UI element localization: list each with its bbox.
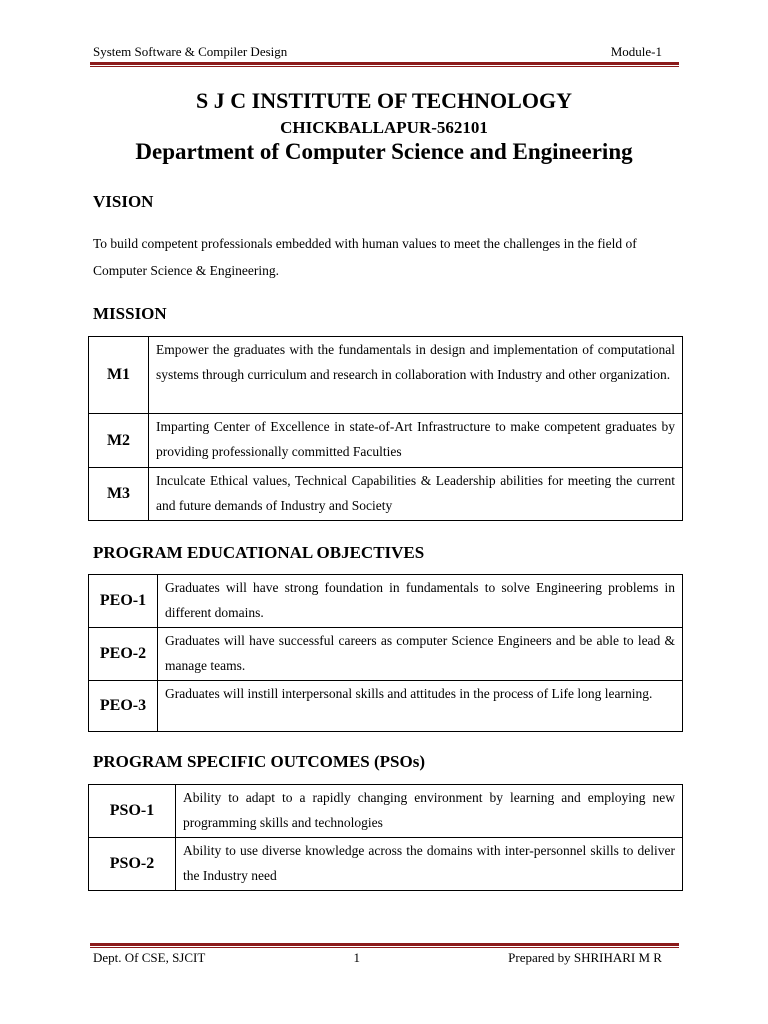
pso-key: PSO-1: [89, 785, 176, 838]
peo-heading: PROGRAM EDUCATIONAL OBJECTIVES: [93, 543, 425, 562]
page-footer: [93, 950, 662, 966]
header-module: Module-1: [610, 44, 662, 59]
pso-key: PSO-2: [89, 838, 176, 891]
header-rule: [90, 62, 679, 67]
peo-text: Graduates will instill interpersonal skills and attitudes in the process of Life long learning.: [158, 681, 683, 732]
mission-text: Imparting Center of Excellence in state-of-Art Infrastructure to make competent graduates by providing professionally committed Faculties: [149, 414, 683, 468]
mission-key: M1: [89, 337, 149, 414]
institute-name: S J C INSTITUTE OF TECHNOLOGY: [196, 88, 572, 113]
pso-text: Ability to adapt to a rapidly changing environment by learning and employing new programming skills and technologies: [176, 785, 683, 838]
peo-text: Graduates will have successful careers as computer Science Engineers and be able to lead & manage teams.: [158, 628, 683, 681]
table-row: [89, 681, 683, 732]
vision-heading: VISION: [93, 192, 154, 211]
peo-key: PEO-1: [89, 575, 158, 628]
pso-table: [88, 784, 683, 891]
footer-author: Prepared by SHRIHARI M R: [508, 950, 662, 965]
mission-table: [88, 336, 683, 521]
pso-text: Ability to use diverse knowledge across the domains with inter-personnel skills to deliver the Industry need: [176, 838, 683, 891]
table-row: [89, 785, 683, 838]
footer-dept: Dept. Of CSE, SJCIT: [93, 950, 206, 965]
peo-text: Graduates will have strong foundation in fundamentals to solve Engineering problems in different domains.: [158, 575, 683, 628]
mission-text: Empower the graduates with the fundamentals in design and implementation of computational systems through curriculum and research in collaboration with Industry and other organization.: [149, 337, 683, 414]
table-row: [89, 337, 683, 414]
peo-key: PEO-3: [89, 681, 158, 732]
header-course-title: System Software & Compiler Design: [93, 44, 288, 59]
vision-text: To build competent professionals embedded with human values to meet the challenges in the field of Computer Science & Engineering.: [93, 236, 637, 278]
mission-heading: MISSION: [93, 304, 167, 323]
table-row: [89, 414, 683, 468]
mission-key: M2: [89, 414, 149, 468]
page-number: 1: [353, 950, 360, 965]
table-row: [89, 628, 683, 681]
peo-key: PEO-2: [89, 628, 158, 681]
department-title: Department of Computer Science and Engineering: [135, 139, 633, 164]
mission-text: Inculcate Ethical values, Technical Capabilities & Leadership abilities for meeting the current and future demands of Industry and Society: [149, 468, 683, 521]
peo-table: [88, 574, 683, 732]
table-row: [89, 838, 683, 891]
institute-city: CHICKBALLAPUR-562101: [280, 118, 488, 137]
page-header: [93, 44, 662, 60]
table-row: [89, 468, 683, 521]
table-row: [89, 575, 683, 628]
footer-rule: [90, 943, 679, 948]
mission-key: M3: [89, 468, 149, 521]
pso-heading: PROGRAM SPECIFIC OUTCOMES (PSOs): [93, 752, 425, 771]
